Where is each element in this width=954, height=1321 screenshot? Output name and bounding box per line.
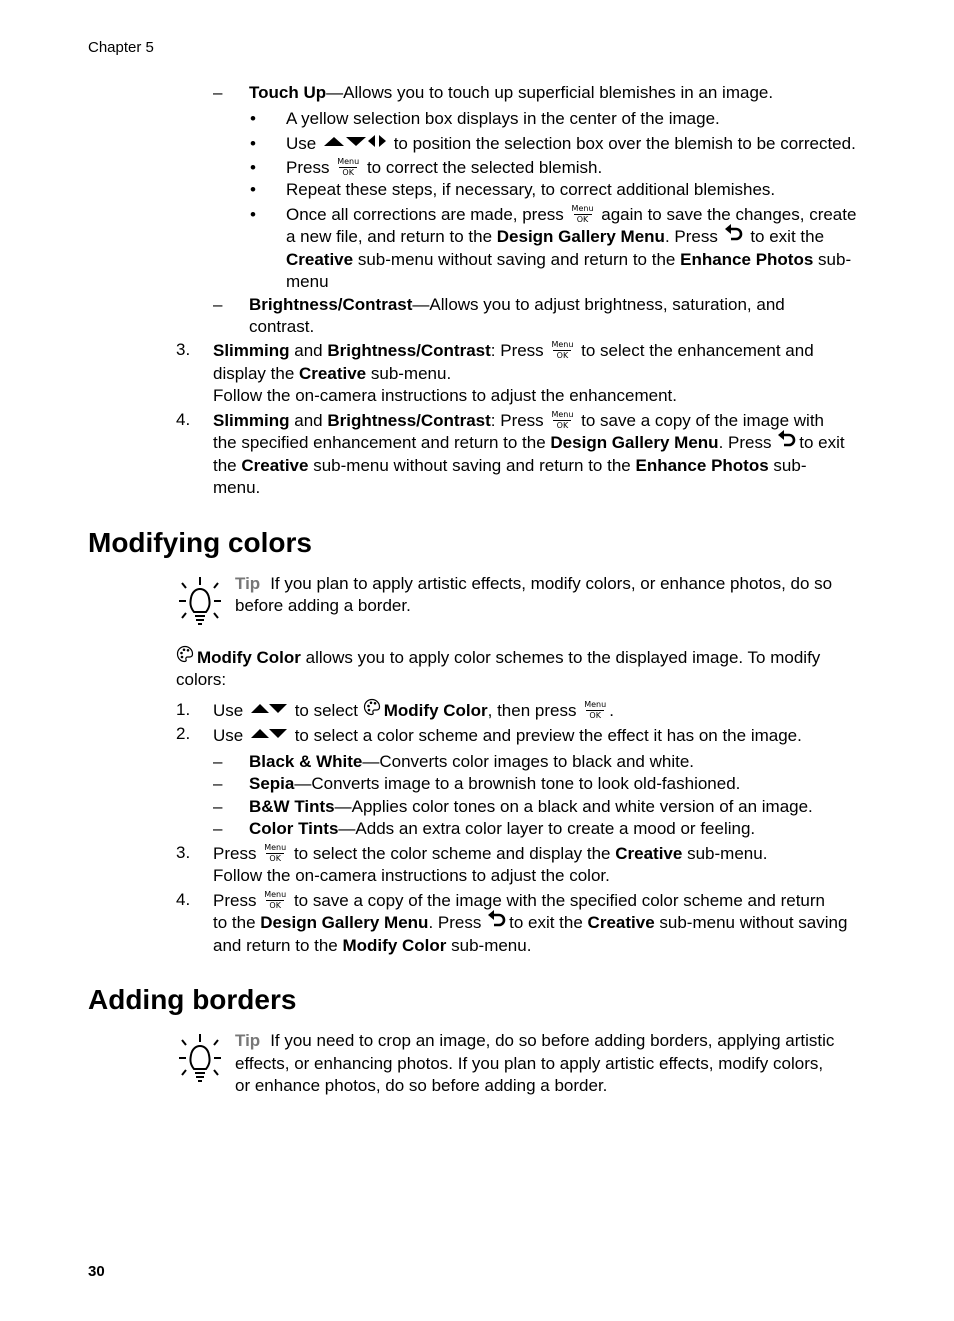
tip-text: effects, or enhancing photos. If you plan to apply artistic effects, modify colors, bbox=[235, 1054, 824, 1073]
section-heading-modifying-colors: Modifying colors bbox=[88, 527, 312, 558]
tip-label: Tip bbox=[235, 1031, 261, 1050]
bullet-text: Use to position the selection box over the blemish to be corrected. bbox=[286, 134, 856, 153]
bullet: • bbox=[250, 158, 256, 177]
brightness-item: Brightness/Contrast—Allows you to adjust brightness, saturation, and bbox=[249, 295, 785, 314]
tip-text: Tip If you need to crop an image, do so before adding borders, applying artistic bbox=[235, 1031, 835, 1050]
intro-text: Modify Color allows you to apply color schemes to the displayed image. To modify bbox=[176, 647, 820, 669]
touch-up-title: Touch Up bbox=[249, 83, 327, 102]
step-text: Follow the on-camera instructions to adjust the enhancement. bbox=[213, 386, 677, 405]
back-arrow-icon bbox=[777, 430, 797, 454]
menu-ok-icon: Menu OK bbox=[584, 699, 607, 720]
color-option: Color Tints—Adds an extra color layer to create a mood or feeling. bbox=[249, 819, 756, 838]
page-number: 30 bbox=[88, 1263, 105, 1280]
step-number: 1. bbox=[176, 700, 191, 719]
menu-ok-icon: Menu OK bbox=[571, 203, 594, 224]
touch-up-item bbox=[249, 82, 773, 104]
bullet: • bbox=[250, 205, 256, 224]
intro-text: colors: bbox=[176, 670, 227, 689]
palette-icon bbox=[176, 645, 194, 669]
up-down-arrows-icon bbox=[250, 699, 288, 721]
color-option: B&W Tints—Applies color tones on a black and white version of an image. bbox=[249, 797, 813, 816]
bullet-text: a new file, and return to the Design Gallery Menu. Press to exit the bbox=[286, 226, 824, 248]
lightbulb-tip-icon bbox=[178, 576, 222, 626]
color-option: Sepia—Converts image to a brownish tone to look old-fashioned. bbox=[249, 774, 741, 793]
four-way-arrows-icon bbox=[323, 132, 387, 154]
list-dash: – bbox=[213, 819, 223, 838]
bullet-text: Repeat these steps, if necessary, to correct additional blemishes. bbox=[286, 180, 776, 199]
step-number: 4. bbox=[176, 890, 191, 909]
step-number: 4. bbox=[176, 410, 191, 429]
step-text: Use to select Modify Color, then press Menu OK . bbox=[213, 700, 614, 722]
step-number: 3. bbox=[176, 340, 191, 359]
menu-ok-icon: Menu OK bbox=[264, 889, 287, 910]
section-heading-adding-borders: Adding borders bbox=[88, 984, 297, 1015]
brightness-item-cont: contrast. bbox=[249, 317, 315, 336]
bullet-text: menu bbox=[286, 272, 329, 291]
list-dash: – bbox=[213, 752, 223, 771]
tip-text: Tip If you plan to apply artistic effects, modify colors, or enhance photos, do so bbox=[235, 574, 833, 593]
step-text: Press Menu OK to select the color scheme and display the Creative sub-menu. bbox=[213, 842, 768, 863]
step-text: Follow the on-camera instructions to adjust the color. bbox=[213, 866, 610, 885]
back-arrow-icon bbox=[724, 224, 744, 248]
step-text: Slimming and Brightness/Contrast: Press Menu OK to select the enhancement and bbox=[213, 339, 814, 360]
color-option: Black & White—Converts color images to black and white. bbox=[249, 752, 695, 771]
step-text: Press Menu OK to save a copy of the image with the specified color scheme and return bbox=[213, 889, 826, 910]
menu-ok-icon: Menu OK bbox=[337, 156, 360, 177]
step-text: menu. bbox=[213, 478, 261, 497]
bullet-text: A yellow selection box displays in the center of the image. bbox=[286, 109, 720, 128]
up-down-arrows-icon bbox=[250, 724, 288, 746]
step-text: the Creative sub-menu without saving and return to the Enhance Photos sub- bbox=[213, 456, 807, 475]
step-text: display the Creative sub-menu. bbox=[213, 364, 452, 383]
list-dash: – bbox=[213, 295, 223, 314]
step-number: 3. bbox=[176, 843, 191, 862]
list-dash: – bbox=[213, 83, 223, 102]
list-dash: – bbox=[213, 797, 223, 816]
bullet: • bbox=[250, 134, 256, 153]
touch-up-text: —Allows you to touch up superficial blemishes in an image. bbox=[326, 83, 774, 102]
bullet-text: Press Menu OK to correct the selected blemish. bbox=[286, 156, 603, 177]
menu-ok-icon: Menu OK bbox=[551, 339, 574, 360]
bullet-text: Creative sub-menu without saving and return to the Enhance Photos sub- bbox=[286, 250, 852, 269]
bullet: • bbox=[250, 109, 256, 128]
lightbulb-tip-icon bbox=[178, 1033, 222, 1083]
tip-label: Tip bbox=[235, 574, 261, 593]
step-text: Use to select a color scheme and preview the effect it has on the image. bbox=[213, 726, 802, 745]
step-number: 2. bbox=[176, 724, 191, 743]
step-text: to the Design Gallery Menu. Press to exit the Creative sub-menu without saving bbox=[213, 912, 847, 934]
menu-ok-icon: Menu OK bbox=[551, 409, 574, 430]
list-dash: – bbox=[213, 774, 223, 793]
palette-icon bbox=[363, 698, 381, 722]
back-arrow-icon bbox=[487, 910, 507, 934]
bullet: • bbox=[250, 180, 256, 199]
step-text: and return to the Modify Color sub-menu. bbox=[213, 936, 532, 955]
bullet-text: Once all corrections are made, press Menu OK again to save the changes, create bbox=[286, 203, 857, 224]
tip-text: or enhance photos, do so before adding a border. bbox=[235, 1076, 608, 1095]
menu-ok-icon: Menu OK bbox=[264, 842, 287, 863]
chapter-header: Chapter 5 bbox=[88, 39, 154, 56]
step-text: Slimming and Brightness/Contrast: Press Menu OK to save a copy of the image with bbox=[213, 409, 825, 430]
step-text: the specified enhancement and return to the Design Gallery Menu. Press to exit bbox=[213, 432, 845, 454]
tip-text: before adding a border. bbox=[235, 596, 411, 615]
